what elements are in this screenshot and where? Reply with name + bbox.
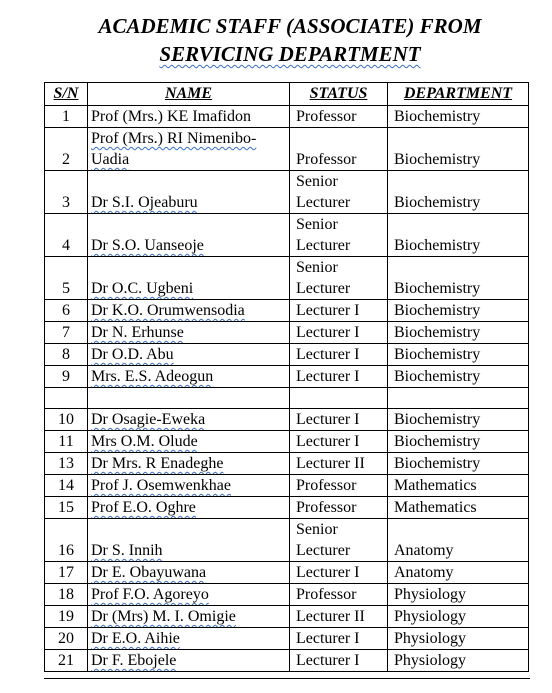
cell-sn (45, 519, 88, 562)
title-line-2-text: SERVICING DEPARTMENT (159, 42, 421, 66)
cell-name-text: Dr (Mrs) M. I. Omigie (91, 608, 236, 625)
table-row (45, 650, 529, 672)
cell-sn-text: 5 (62, 280, 70, 297)
cell-sn (45, 128, 88, 171)
cell-status (290, 650, 388, 672)
cell-department (388, 344, 529, 366)
cell-status (290, 128, 388, 171)
cell-status (290, 388, 388, 409)
cell-department-text: Mathematics (394, 499, 477, 516)
cell-name-text: Dr S.O. Uanseoje (91, 237, 204, 254)
cell-sn (45, 300, 88, 322)
cell-department (388, 475, 529, 497)
cell-sn-text: 11 (58, 433, 74, 450)
cell-sn-text: 15 (58, 499, 74, 516)
cell-name-text: Prof J. Osemwenkhae (91, 477, 231, 494)
cell-name (88, 388, 290, 409)
cell-name (88, 257, 290, 300)
cell-sn (45, 366, 88, 388)
cell-status-text: Professor (296, 151, 357, 168)
cell-status (290, 562, 388, 584)
table-row (45, 606, 529, 628)
cell-sn-text: 8 (62, 346, 70, 363)
cell-name (88, 366, 290, 388)
table-row (45, 431, 529, 453)
cell-name (88, 628, 290, 650)
cell-sn (45, 388, 88, 409)
cell-status (290, 497, 388, 519)
cell-name (88, 606, 290, 628)
header-sn: S/N (45, 83, 88, 106)
cell-status-text: Professor (296, 477, 357, 494)
cell-name (88, 409, 290, 431)
cell-status-text: Lecturer I (296, 302, 360, 319)
table-row (45, 475, 529, 497)
cell-department-text: Biochemistry (394, 151, 481, 168)
cell-department-text: Biochemistry (394, 194, 481, 211)
cell-department-text: Mathematics (394, 477, 477, 494)
cell-sn-text: 14 (58, 477, 74, 494)
cell-status (290, 453, 388, 475)
cell-department-text: Anatomy (394, 542, 454, 559)
cell-sn (45, 257, 88, 300)
cell-status-text: Senior Lecturer (296, 259, 351, 297)
cell-sn-text: 2 (62, 151, 70, 168)
cell-department (388, 322, 529, 344)
header-department: DEPARTMENT (388, 83, 529, 106)
cell-name-text: Prof (Mrs.) RI Nimenibo-Uadia (91, 130, 257, 168)
cell-sn (45, 106, 88, 128)
table-row (45, 214, 529, 257)
cell-status-text: Lecturer I (296, 652, 360, 669)
cell-name-text: Mrs. E.S. Adeogun (91, 368, 214, 385)
cell-sn-text: 7 (62, 324, 70, 341)
cell-name (88, 344, 290, 366)
cell-name (88, 106, 290, 128)
cell-status (290, 322, 388, 344)
cell-status-text: Lecturer I (296, 346, 360, 363)
cell-status (290, 171, 388, 214)
cell-status (290, 344, 388, 366)
cell-status-text: Lecturer II (296, 455, 365, 472)
cell-name-text: Prof F.O. Agoreyo (91, 586, 209, 603)
table-row (45, 171, 529, 214)
cell-department (388, 300, 529, 322)
table-row (45, 344, 529, 366)
cell-sn-text: 4 (62, 237, 70, 254)
cell-status-text: Lecturer I (296, 324, 360, 341)
cell-status-text: Professor (296, 586, 357, 603)
cell-name (88, 431, 290, 453)
cell-sn-text: 16 (58, 542, 74, 559)
cell-department (388, 431, 529, 453)
cell-status-text: Lecturer I (296, 630, 360, 647)
cell-sn (45, 453, 88, 475)
title-line-1-text: ACADEMIC STAFF (ASSOCIATE) FROM (98, 14, 482, 38)
cell-sn-text: 17 (58, 564, 74, 581)
cell-sn (45, 322, 88, 344)
cell-department-text: Physiology (394, 586, 467, 603)
table-row (45, 409, 529, 431)
cell-name-text: Dr E. Obayuwana (91, 564, 207, 581)
cell-department (388, 628, 529, 650)
cell-department (388, 519, 529, 562)
table-row (45, 519, 529, 562)
cell-name-text: Dr S. Innih (91, 542, 163, 559)
cell-name-text: Dr N. Erhunse (91, 324, 184, 341)
cell-status-text: Lecturer I (296, 433, 360, 450)
cell-department-text: Biochemistry (394, 302, 481, 319)
cell-department (388, 214, 529, 257)
cell-sn-text: 18 (58, 586, 74, 603)
table-header-row (45, 83, 529, 106)
cell-status (290, 366, 388, 388)
table-row (45, 322, 529, 344)
cell-status-text: Lecturer I (296, 564, 360, 581)
cell-department-text: Biochemistry (394, 411, 481, 428)
cell-department (388, 562, 529, 584)
cell-department-text: Physiology (394, 652, 467, 669)
table-row (45, 497, 529, 519)
cell-sn (45, 344, 88, 366)
cell-sn (45, 431, 88, 453)
cell-sn-text: 1 (62, 108, 70, 125)
cell-sn-text: 9 (62, 368, 70, 385)
cell-department (388, 128, 529, 171)
cell-department-text: Biochemistry (394, 237, 481, 254)
cell-name-text: Dr E.O. Aihie (91, 630, 180, 647)
cell-status (290, 606, 388, 628)
cell-sn-text: 6 (62, 302, 70, 319)
cell-department (388, 106, 529, 128)
header-status: STATUS (290, 83, 388, 106)
table-row (45, 388, 529, 409)
cell-name (88, 562, 290, 584)
cell-status (290, 257, 388, 300)
cell-department (388, 388, 529, 409)
cell-status (290, 214, 388, 257)
document-title-line-2 (0, 40, 552, 68)
cell-name-text: Dr O.C. Ugbeni (91, 280, 194, 297)
cell-sn (45, 475, 88, 497)
table-row (45, 128, 529, 171)
cell-status-text: Senior Lecturer (296, 173, 351, 211)
cell-name-text: Mrs O.M. Olude (91, 433, 198, 450)
cell-department-text: Biochemistry (394, 324, 481, 341)
cell-department (388, 497, 529, 519)
cell-name (88, 128, 290, 171)
cell-name-text: Dr O.D. Abu (91, 346, 174, 363)
cell-sn-text: 10 (58, 411, 74, 428)
cell-status (290, 628, 388, 650)
cell-department-text: Biochemistry (394, 368, 481, 385)
header-name: NAME (88, 83, 290, 106)
cell-department (388, 171, 529, 214)
page-rule (44, 678, 530, 679)
cell-name (88, 584, 290, 606)
cell-department-text: Physiology (394, 630, 467, 647)
cell-department-text: Biochemistry (394, 433, 481, 450)
cell-name (88, 475, 290, 497)
cell-department-text: Physiology (394, 608, 467, 625)
cell-sn (45, 562, 88, 584)
cell-sn (45, 650, 88, 672)
cell-department (388, 650, 529, 672)
cell-department (388, 584, 529, 606)
cell-sn (45, 606, 88, 628)
cell-name-text: Dr S.I. Ojeaburu (91, 194, 198, 211)
cell-status-text: Senior Lecturer (296, 521, 351, 559)
cell-status-text: Lecturer I (296, 368, 360, 385)
table-row (45, 453, 529, 475)
cell-sn (45, 409, 88, 431)
cell-sn-text: 3 (62, 194, 70, 211)
cell-name (88, 519, 290, 562)
cell-status-text: Lecturer II (296, 608, 365, 625)
table-row (45, 366, 529, 388)
cell-status-text: Senior Lecturer (296, 216, 351, 254)
cell-department-text: Biochemistry (394, 108, 481, 125)
cell-sn-text: 13 (58, 455, 74, 472)
table-row (45, 628, 529, 650)
cell-name (88, 214, 290, 257)
cell-department-text: Biochemistry (394, 280, 481, 297)
cell-department (388, 366, 529, 388)
cell-department-text: Biochemistry (394, 346, 481, 363)
cell-status (290, 475, 388, 497)
cell-sn-text: 21 (58, 652, 74, 669)
cell-name (88, 171, 290, 214)
cell-status-text: Professor (296, 108, 357, 125)
table-row (45, 562, 529, 584)
cell-name-text: Prof (Mrs.) KE Imafidon (91, 108, 251, 125)
cell-department (388, 606, 529, 628)
document-title-line-1 (0, 12, 552, 40)
cell-status (290, 106, 388, 128)
cell-department (388, 409, 529, 431)
cell-sn (45, 171, 88, 214)
table-row (45, 257, 529, 300)
cell-name (88, 650, 290, 672)
cell-name (88, 497, 290, 519)
cell-status-text: Professor (296, 499, 357, 516)
cell-department-text: Biochemistry (394, 455, 481, 472)
cell-status-text: Lecturer I (296, 411, 360, 428)
cell-department (388, 257, 529, 300)
cell-sn (45, 497, 88, 519)
cell-name (88, 453, 290, 475)
cell-status (290, 431, 388, 453)
cell-sn (45, 214, 88, 257)
cell-name (88, 300, 290, 322)
cell-name-text: Dr Osagie-Eweka (91, 411, 206, 428)
cell-status (290, 300, 388, 322)
cell-name-text: Dr Mrs. R Enadeghe (91, 455, 224, 472)
cell-sn-text: 20 (58, 630, 74, 647)
cell-name (88, 322, 290, 344)
staff-table (44, 82, 529, 672)
cell-status (290, 584, 388, 606)
table-row (45, 300, 529, 322)
cell-name-text: Dr F. Ebojele (91, 652, 177, 669)
cell-department (388, 453, 529, 475)
table-body (45, 106, 529, 672)
cell-status (290, 519, 388, 562)
cell-status (290, 409, 388, 431)
table-row (45, 106, 529, 128)
cell-sn-text: 19 (58, 608, 74, 625)
table-row (45, 584, 529, 606)
cell-sn (45, 584, 88, 606)
cell-name-text: Prof E.O. Oghre (91, 499, 196, 516)
cell-name-text: Dr K.O. Orumwensodia (91, 302, 245, 319)
cell-department-text: Anatomy (394, 564, 454, 581)
cell-sn (45, 628, 88, 650)
